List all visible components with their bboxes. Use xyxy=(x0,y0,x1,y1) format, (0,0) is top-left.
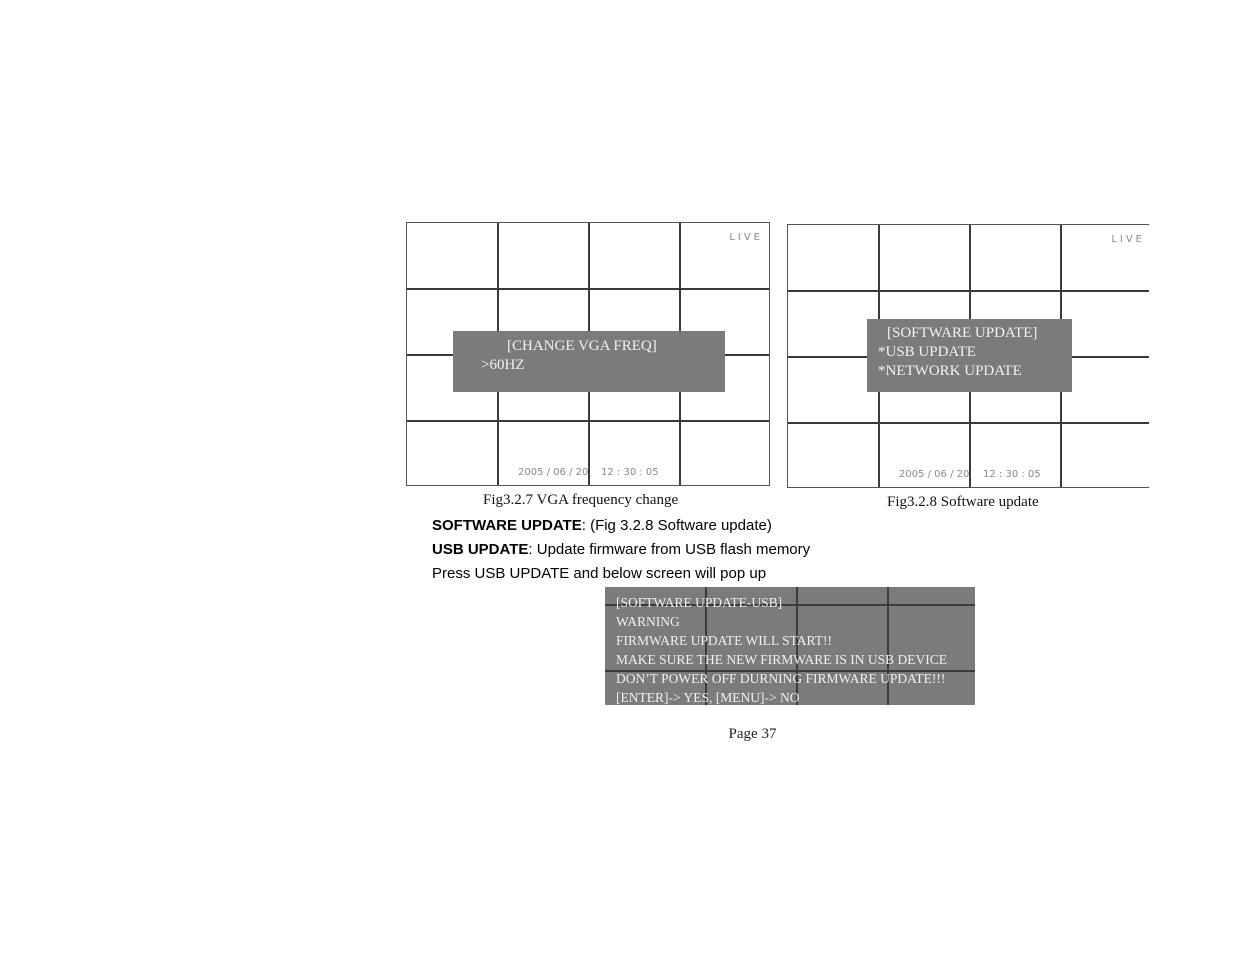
term-software-update: SOFTWARE UPDATE xyxy=(432,517,582,534)
vga-freq-osd xyxy=(453,331,725,392)
osd-item-usb-update: *USB UPDATE xyxy=(878,344,976,360)
page-number: Page 37 xyxy=(728,726,777,742)
osd-item-network-update: *NETWORK UPDATE xyxy=(878,363,1022,379)
warning-line: [ENTER]-> YES, [MENU]-> NO xyxy=(616,690,800,705)
warning-line: WARNING xyxy=(616,614,680,629)
grid-line xyxy=(788,422,1149,424)
fig-vga-screen xyxy=(406,222,770,486)
paragraph-instruction: Press USB UPDATE and below screen will pop up xyxy=(432,565,767,582)
warning-line: DON’T POWER OFF DURNING FIRMWARE UPDATE!!! xyxy=(616,671,946,686)
figure-caption: Fig3.2.7 VGA frequency change xyxy=(483,492,679,508)
paragraph-text: : (Fig 3.2.8 Software update) xyxy=(581,517,772,534)
timestamp-date: 2005 / 06 / 20 xyxy=(518,467,589,478)
paragraph-usb-update xyxy=(432,541,810,559)
term-usb-update: USB UPDATE xyxy=(432,541,529,558)
fig-software-update-screen xyxy=(787,224,1149,488)
osd-title: [CHANGE VGA FREQ] xyxy=(507,338,657,354)
osd-title: [SOFTWARE UPDATE] xyxy=(887,325,1038,341)
warning-line: FIRMWARE UPDATE WILL START!! xyxy=(616,633,832,648)
software-update-osd xyxy=(867,319,1072,392)
grid-line xyxy=(788,290,1149,292)
figure-caption: Fig3.2.8 Software update xyxy=(887,494,1039,510)
timestamp-time: 12 : 30 : 05 xyxy=(983,469,1041,480)
live-label: LIVE xyxy=(729,232,763,243)
paragraph-text: : Update firmware from USB flash memory xyxy=(528,541,811,558)
grid-line xyxy=(407,288,769,290)
timestamp-date: 2005 / 06 / 20 xyxy=(899,469,970,480)
warning-text xyxy=(616,593,947,705)
osd-value: >60HZ xyxy=(481,357,525,373)
warning-line: [SOFTWARE UPDATE-USB] xyxy=(616,595,783,610)
paragraph-software-update xyxy=(432,517,772,535)
timestamp-time: 12 : 30 : 05 xyxy=(601,467,659,478)
grid-line xyxy=(407,420,769,422)
usb-update-warning-screen xyxy=(605,587,975,705)
warning-line: MAKE SURE THE NEW FIRMWARE IS IN USB DEVICE xyxy=(616,652,948,667)
live-label: LIVE xyxy=(1111,234,1145,245)
